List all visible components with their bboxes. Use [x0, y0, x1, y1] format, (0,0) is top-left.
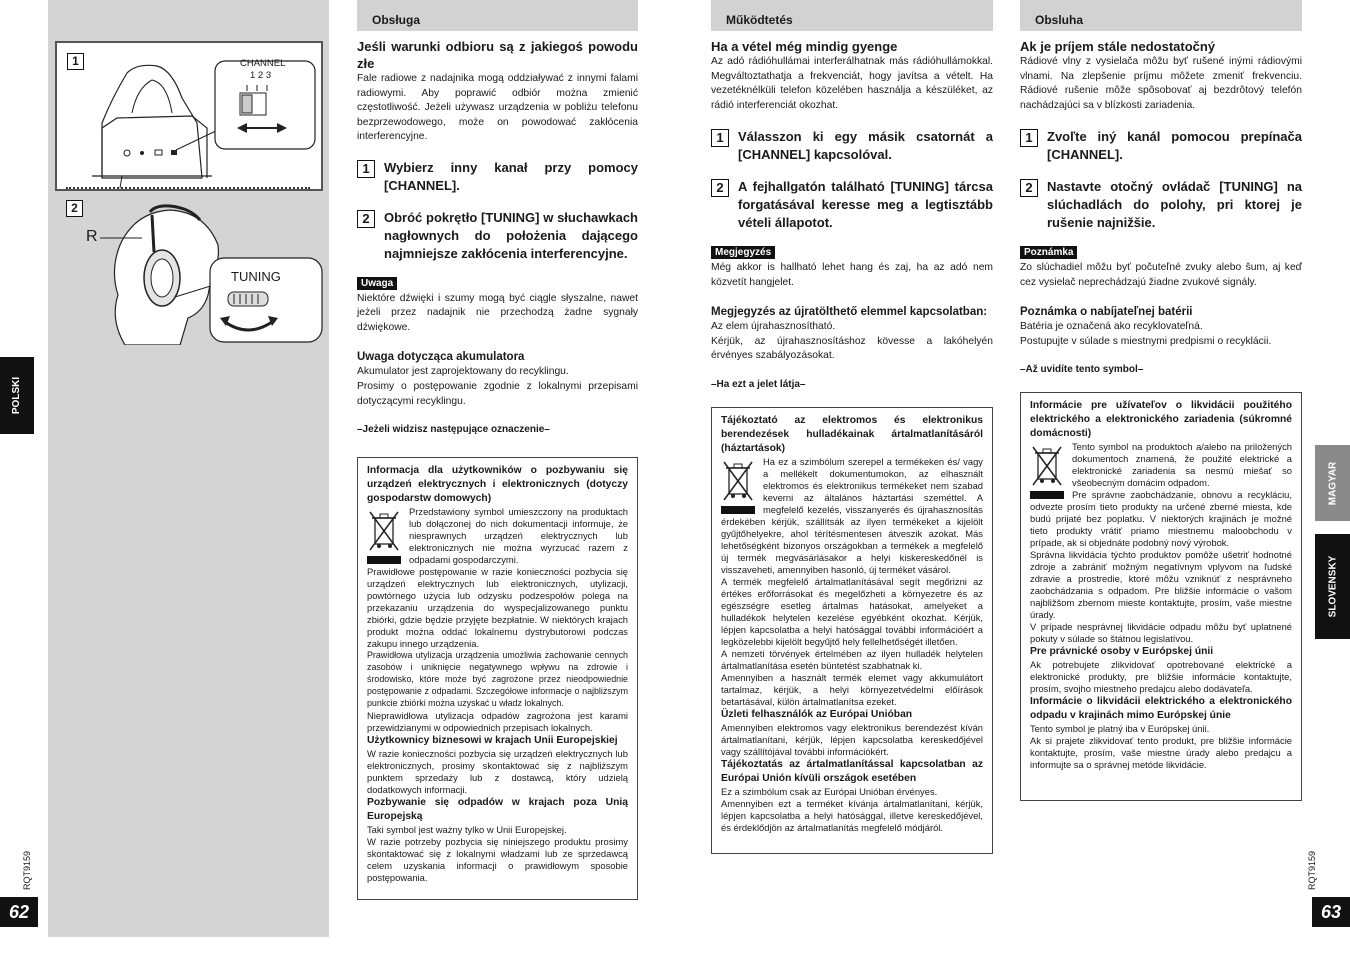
headphone-user-illustration [80, 200, 325, 345]
polish-note: Niektóre dźwięki i szumy mogą być ciągle słyszalne, nawet jeżeli przez nadajnik nie przechodzą żadne sygnały dźwiękowe. [357, 292, 638, 333]
weee-paragraph-6: Taki symbol jest ważny tylko w Unii Europejskej. [367, 823, 567, 835]
polish-mark-heading: –Jeżeli widzisz następujące oznaczenie– [357, 424, 550, 436]
slovak-note: Zo slúchadiel môžu byť počuteľné zvuky alebo šum, aj keď cez vysielač neprechádzajú žiadne zvukové signály. [1020, 261, 1302, 288]
weee-title: Informácie pre užívateľov o likvidácii použitého elektrického a elektronického zariadenia (súkromné domácnosti) [1030, 400, 1292, 439]
weee-paragraph-3: Správna likvidácia týchto produktov pomôže ušetriť hodnotné zdroje a zabrániť možným negatívnym vplyvom na ľudské zdravie a prostredie, ktoré môžu vzniknúť z nesprávneho zaobchádzania s odpadom. Pre bližšie informácie o vašom najbližšom zbernom mieste kontaktujte, prosím, vaše miestne úrady. [1030, 549, 1292, 620]
slovak-battery-line-2: Postupujte v súlade s miestnymi predpismi o recyklácii. [1020, 335, 1272, 347]
side-tab-magyar: MAGYAR [1315, 445, 1350, 521]
weee-paragraph-1: Tento symbol na produktoch a/alebo na priložených dokumentoch znamená, že použité elektrické a elektronické zariadenia sa nesmú miešať so všeobecným domácim odpadom. [1072, 441, 1292, 488]
transmitter-illustration [72, 58, 322, 188]
weee-paragraph-6: Ez a szimbólum csak az Európai Unióban érvényes. [721, 786, 938, 797]
weee-paragraph-1: Ha ez a szimbólum szerepel a termékeken és/ vagy a mellékelt dokumentumokon, az elhasznált elektromos és elektronikus termékeket nem szabad keverni az általános háztartási szeméttel. A megfelelő kezelés, visszanyerés és újrahasznosítás érdekében kérjük, szállítsák az ilyen termékeket a kijelölt gyűjtőhelyekre, ahol térítésmentesen átveszik azokat. Más lehetőségként bizonyos országokban a termékek a megfelelő új termék megvásárlásakor a helyi kiskereskedőnél is visszaveheti, amennyiben hasonló, új terméket vásárol. [721, 456, 983, 575]
polish-intro: Fale radiowe z nadajnika mogą oddziaływać z innymi falami radiowymi. Aby poprawić odbiór można zmienić częstotliwość. Jeżeli używasz urządzenia w pobliżu telefonu bezprzewodowego, może on powodować zakłócenia interferencyjne. [357, 73, 638, 143]
weee-paragraph-4: V prípade nesprávnej likvidácie odpadu môžu byť uplatnené pokuty v súlade so štátnou legislatívou. [1030, 621, 1292, 644]
slovak-note-tag: Poznámka [1020, 246, 1077, 259]
figure-frame [55, 41, 323, 191]
weee-paragraph-2: A termék megfelelő ártalmatlanításával segít megőrizni az értékes erőforrásokat és megelőzheti a környezetre és az egészségre esetleg ártalmas hatásokat, amelyeket a hulladékok helytelen kezelése egyébként okozhat. Kérjük, lépjen kapcsolatba a helyi hatósággal további információért a legközelebbi kijelölt begyűjtő hely fellelhetőségét illetően. [721, 576, 983, 647]
hungarian-heading: Ha a vétel még mindig gyenge [711, 39, 898, 54]
slovak-mark-heading: –Až uvidíte tento symbol– [1020, 364, 1144, 376]
step-number: 2 [1020, 179, 1038, 197]
weee-subheading-business: Użytkownicy biznesowi w krajach Unii Europejskiej [367, 734, 618, 746]
weee-paragraph-4: Amennyiben a használt termék elemet vagy akkumulátort tartalmaz, kérjük, a helyi környezetvédelmi előírások betartásával, külön ártalmatlanítsa ezeket. [721, 672, 983, 707]
hungarian-mark-heading: –Ha ezt a jelet látja– [711, 378, 806, 390]
hungarian-column [711, 38, 993, 393]
polish-step-2 [357, 209, 638, 263]
slovak-weee-box [1020, 392, 1302, 801]
figure-step-1-badge: 1 [67, 53, 84, 70]
hungarian-note: Még akkor is hallható lehet hang és zaj, ha az adó nem közvetít hangjelet. [711, 261, 993, 288]
weee-paragraph-5: Ak potrebujete zlikvidovať opotrebované elektrické a elektronické produkty, pre bližšie informácie kontaktujte, prosím, svojho miestneho predajcu alebo dodávateľa. [1030, 659, 1292, 694]
side-tab-slovensky: SLOVENSKY [1315, 534, 1350, 639]
section-header-polish: Obsługa [357, 0, 638, 31]
page-number-left: 62 [0, 897, 38, 927]
weee-paragraph-5: Amennyiben elektromos vagy elektronikus berendezést kíván ártalmatlanítani, kérjük, lépjen kapcsolatba kereskedőjével vagy szállítójával további információkért. [721, 722, 983, 757]
hungarian-weee-box [711, 407, 993, 854]
section-header-hungarian: Működtetés [711, 0, 993, 31]
weee-subheading-business: Pre právnické osoby v Európskej únii [1030, 646, 1214, 657]
step-number: 1 [1020, 129, 1038, 147]
channel-label: CHANNEL [240, 58, 286, 69]
polish-battery-heading: Uwaga dotycząca akumulatora [357, 351, 525, 364]
weee-subheading-non-eu: Tájékoztatás az ártalmatlanítással kapcsolatban az Európai Unión kívüli országok esetében [721, 759, 983, 784]
step-text: Nastavte otočný ovládač [TUNING] na slúchadlách do polohy, pri ktorej je rušenie najnižšie. [1047, 179, 1302, 231]
weee-paragraph-2: Pre správne zaobchádzanie, obnovu a recykláciu, odvezte prosím tieto produkty na určené zberné miesta, kde budú prijaté bez poplatku. V niektorých krajinách je možné tieto produkty vrátiť priamo miestnemu maloobchodu v prípade, ak si objednáte podobný nový výrobok. [1030, 489, 1292, 548]
hungarian-battery-line-1: Az elem újrahasznosítható. [711, 321, 836, 333]
weee-subheading-business: Üzleti felhasználók az Európai Unióban [721, 709, 913, 720]
r-label: R [86, 228, 98, 245]
weee-paragraph-7: Amennyiben ezt a terméket kívánja ártalmatlanítani, kérjük, lépjen kapcsolatba a helyi hatósággal, illetve kereskedőjével, és érdeklődjön az ártalmatlanítás megfelelő módjáról. [721, 798, 983, 833]
polish-note-tag: Uwaga [357, 277, 397, 290]
figure-step-2-badge: 2 [66, 200, 83, 217]
slovak-battery-heading: Poznámka o nabíjateľnej batérii [1020, 306, 1193, 319]
hungarian-step-1 [711, 128, 993, 164]
polish-heading: Jeśli warunki odbioru są z jakiegoś powodu złe [357, 39, 638, 71]
slovak-step-1 [1020, 128, 1302, 164]
step-text: A fejhallgatón található [TUNING] tárcsa forgatásával keresse meg a legtisztább vételi állapotot. [738, 179, 993, 231]
step-text: Válasszon ki egy másik csatornát a [CHANNEL] kapcsolóval. [738, 129, 993, 163]
step-number: 1 [711, 129, 729, 147]
step-number: 2 [357, 210, 375, 228]
step-text: Obróć pokrętło [TUNING] w słuchawkach nagłownych do położenia dającego najmniejsze zakłócenia interferencyjne. [384, 209, 638, 261]
weee-title: Tájékoztató az elektromos és elektronikus berendezések hulladékainak ártalmatlanításáról (háztartások) [721, 415, 983, 454]
section-header-slovak: Obsluha [1020, 0, 1302, 31]
slovak-column [1020, 38, 1302, 378]
weee-paragraph-7: Ak si prajete zlikvidovať tento produkt, pre bližšie informácie kontaktujte, prosím, vaše miestne úrady alebo predajcu a informujte sa o správnej metóde likvidácie. [1030, 735, 1292, 770]
weee-subheading-non-eu: Informácie o likvidácii elektrického a elektronického odpadu v krajinách mimo Európskej únie [1030, 696, 1292, 721]
channel-numbers: 1 2 3 [250, 70, 272, 81]
weee-paragraph-4: Nieprawidłowa utylizacja odpadów zagrożona jest karami przewidzianymi w odpowiednich przepisach lokalnych. [367, 709, 628, 733]
slovak-intro: Rádiové vlny z vysielača môžu byť rušené inými rádiovými vlnami. Na zlepšenie príjmu môžete zmeniť frekvenciu. Rádiové rušenie môže spôsobovať aj bezdrôtový telefón nachádzajúci sa v blízkosti zariadenia. [1020, 56, 1302, 111]
crossed-bin-icon [721, 458, 755, 514]
weee-subheading-non-eu: Pozbywanie się odpadów w krajach poza Unią Europejską [367, 796, 628, 822]
weee-paragraph-7: W razie potrzeby pozbycia się niniejszego produktu prosimy skontaktować się z lokalnymi władzami lub ze sprzedawcą celem uzyskania informacji o prawidłowym sposobie postępowania. [367, 835, 628, 883]
weee-paragraph-6: Tento symbol je platný iba v Európskej únii. [1030, 723, 1210, 734]
slovak-step-2 [1020, 178, 1302, 232]
hungarian-step-2 [711, 178, 993, 232]
hungarian-battery-line-2: Kérjük, az újrahasznosításhoz kövesse a lakóhelyén érvényes szabályozásokat. [711, 335, 993, 362]
polish-step-1 [357, 159, 638, 195]
step-number: 2 [711, 179, 729, 197]
step-text: Zvoľte iný kanál pomocou prepínača [CHANNEL]. [1047, 129, 1302, 163]
document-code-left: RQT9159 [22, 850, 32, 890]
slovak-heading: Ak je príjem stále nedostatočný [1020, 39, 1216, 54]
weee-paragraph-5: W razie konieczności pozbycia się urządzeń elektrycznych lub elektronicznych, prosimy skontaktować się z najbliższym punktem sprzedaży lub z dostawcą, który udzielą dodatkowych informacji. [367, 747, 628, 795]
slovak-battery-line-1: Batéria je označená ako recyklovateľná. [1020, 321, 1203, 333]
weee-paragraph-1: Przedstawiony symbol umieszczony na produktach lub dołączonej do nich dokumentacji informuje, że niesprawnych urządzeń elektrycznych lub elektronicznych nie można wyrzucać razem z odpadami gospodarczymi. [409, 506, 628, 565]
weee-paragraph-3: Prawidłowa utylizacja urządzenia umożliwia zachowanie cennych zasobów i uniknięcie negatywnego wpływu na zdrowie i środowisko, które może być zagrożone przez nieodpowiednie postępowanie z odpadami. Szczegółowe informacje o najbliższym punkcie zbiórki można uzyskać u władz lokalnych. [367, 650, 628, 708]
hungarian-battery-heading: Megjegyzés az újratölthető elemmel kapcsolatban: [711, 306, 988, 319]
step-text: Wybierz inny kanał przy pomocy [CHANNEL]. [384, 159, 638, 193]
polish-battery-line-1: Akumulator jest zaprojektowany do recyklingu. [357, 366, 569, 378]
hungarian-intro: Az adó rádióhullámai interferálhatnak más rádióhullámokkal. Megváltoztathatja a frekvenciát, hogy javítsa a vételt. Ha vezetéknélküli telefon közelében használja a készüléket, az rádió interferenciát okozhat. [711, 56, 993, 111]
document-code-right: RQT9159 [1307, 850, 1317, 890]
side-tab-polski: POLSKI [0, 357, 34, 434]
hungarian-note-tag: Megjegyzés [711, 246, 775, 259]
polish-column [357, 38, 638, 438]
weee-title: Informacja dla użytkowników o pozbywaniu się urządzeń elektrycznych i elektronicznych (dotyczy gospodarstw domowych) [367, 465, 628, 504]
weee-paragraph-2: Prawidłowe postępowanie w razie konieczności pozbycia się urządzeń elektrycznych lub elektronicznych, utylizacji, powtórnego użycia lub odzysku podzespołów polega na przekazaniu urządzenia do wyspecjalizowanego punktu zbiórki, gdzie będzie przyjęte bezpłatnie. W niektórych krajach produkt można oddać lokalnemu dystrybutorowi podczas zakupu innego urządzenia. [367, 566, 628, 649]
step-number: 1 [357, 160, 375, 178]
tuning-label: TUNING [231, 269, 281, 284]
crossed-bin-icon [1030, 443, 1064, 499]
dotted-divider [66, 187, 310, 189]
weee-paragraph-3: A nemzeti törvények értelmében az ilyen hulladék helytelen ártalmatlanítása esetén büntetést szabhatnak ki. [721, 648, 983, 671]
crossed-bin-icon [367, 508, 401, 564]
polish-battery-line-2: Prosimy o postępowanie zgodnie z lokalnymi przepisami dotyczącymi recyklingu. [357, 380, 638, 407]
page-number-right: 63 [1312, 897, 1350, 927]
polish-weee-box [357, 457, 638, 900]
